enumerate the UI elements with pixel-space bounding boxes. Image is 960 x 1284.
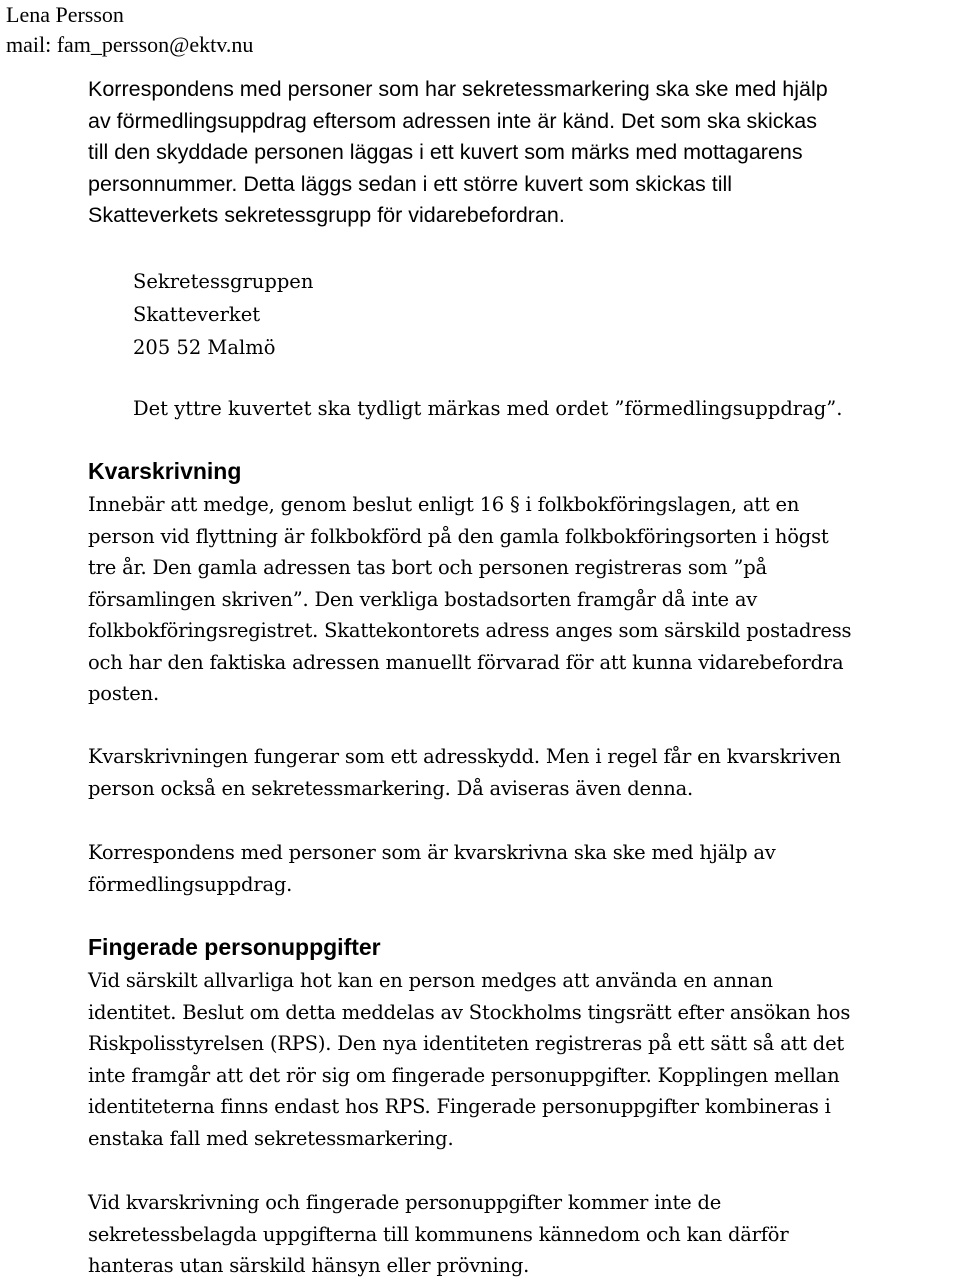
kvarskrivning-paragraph-1 bbox=[88, 489, 956, 710]
paragraph-line: Vid särskilt allvarliga hot kan en person medges att använda en annan bbox=[88, 969, 773, 992]
mailing-address bbox=[133, 265, 313, 364]
paragraph-line: Vid kvarskrivning och fingerade personuppgifter kommer inte de bbox=[88, 1191, 722, 1214]
envelope-note-text: Det yttre kuvertet ska tydligt märkas med ordet ”förmedlingsuppdrag”. bbox=[133, 397, 843, 420]
sender-name: Lena Persson bbox=[6, 2, 124, 27]
address-line: 205 52 Malmö bbox=[133, 336, 276, 359]
kvarskrivning-paragraph-2 bbox=[88, 741, 956, 804]
address-line: Sekretessgruppen bbox=[133, 270, 314, 293]
intro-line: Skatteverkets sekretessgrupp för vidarebefordran. bbox=[88, 203, 565, 227]
paragraph-line: församlingen skriven”. Den verkliga bostadsorten framgår då inte av bbox=[88, 587, 758, 611]
paragraph-line: person också en sekretessmarkering. Då aviseras även denna. bbox=[88, 776, 694, 800]
sender-header bbox=[6, 0, 253, 60]
paragraph-line: posten. bbox=[88, 682, 159, 705]
kvarskrivning-paragraph-3 bbox=[88, 837, 956, 900]
paragraph-line: förmedlingsuppdrag. bbox=[88, 872, 293, 896]
intro-line: till den skyddade personen läggas i ett kuvert som märks med mottagarens bbox=[88, 140, 803, 164]
fingerade-paragraph-1 bbox=[88, 965, 956, 1154]
paragraph-line: Riskpolisstyrelsen (RPS). Den nya identiteten registreras på ett sätt så att det bbox=[88, 1032, 845, 1055]
paragraph-line: hanteras utan särskild hänsyn eller prövning. bbox=[88, 1254, 530, 1277]
paragraph-line: enstaka fall med sekretessmarkering. bbox=[88, 1126, 454, 1150]
paragraph-line: identitet. Beslut om detta meddelas av Stockholms tingsrätt efter ansökan hos bbox=[88, 1000, 851, 1024]
section-heading-fingerade: Fingerade personuppgifter bbox=[88, 934, 381, 960]
paragraph-line: person vid flyttning är folkbokförd på den gamla folkbokföringsorten i högst bbox=[88, 524, 829, 548]
paragraph-line: identiteterna finns endast hos RPS. Fingerade personuppgifter kombineras i bbox=[88, 1095, 831, 1118]
paragraph-line: Innebär att medge, genom beslut enligt 16 § i folkbokföringslagen, att en bbox=[88, 493, 800, 516]
fingerade-paragraph-2 bbox=[88, 1187, 956, 1282]
outer-envelope-note bbox=[133, 392, 842, 425]
intro-line: personnummer. Detta läggs sedan i ett större kuvert som skickas till bbox=[88, 171, 733, 196]
paragraph-line: folkbokföringsregistret. Skattekontorets adress anges som särskild postadress bbox=[88, 619, 852, 642]
paragraph-line: Kvarskrivningen fungerar som ett adresskydd. Men i regel får en kvarskriven bbox=[88, 745, 841, 768]
sender-email: mail: fam_persson@ektv.nu bbox=[6, 32, 254, 57]
intro-line: Korrespondens med personer som har sekretessmarkering ska ske med hjälp bbox=[88, 77, 828, 101]
section-heading-kvarskrivning: Kvarskrivning bbox=[88, 458, 242, 484]
paragraph-line: Korrespondens med personer som är kvarskrivna ska ske med hjälp av bbox=[88, 841, 776, 864]
address-line: Skatteverket bbox=[133, 303, 261, 326]
intro-paragraph bbox=[88, 74, 956, 232]
paragraph-line: inte framgår att det rör sig om fingerade personuppgifter. Kopplingen mellan bbox=[88, 1063, 840, 1087]
intro-line: av förmedlingsuppdrag eftersom adressen inte är känd. Det som ska skickas bbox=[88, 108, 817, 133]
paragraph-line: sekretessbelagda uppgifterna till kommunens kännedom och kan därför bbox=[88, 1222, 789, 1246]
paragraph-line: och har den faktiska adressen manuellt förvarad för att kunna vidarebefordra bbox=[88, 650, 844, 674]
paragraph-line: tre år. Den gamla adressen tas bort och personen registreras som ”på bbox=[88, 556, 767, 579]
